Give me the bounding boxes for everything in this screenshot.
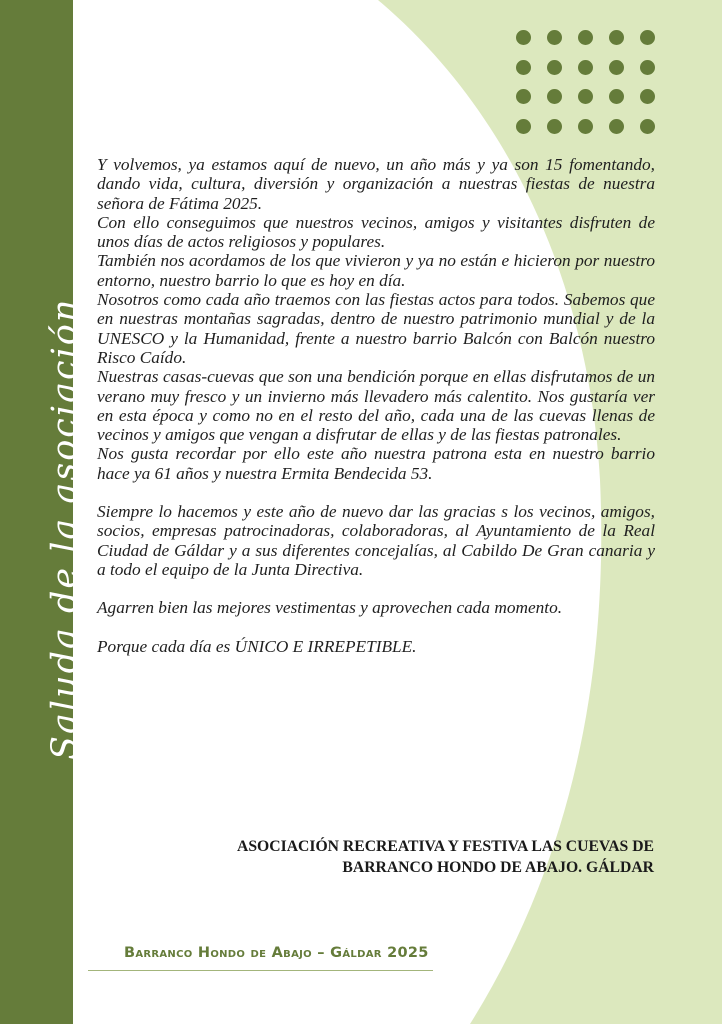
footer-title: Barranco Hondo de Abajo – Gáldar 2025 xyxy=(124,945,429,961)
decorative-dot xyxy=(640,30,655,45)
decorative-dot xyxy=(516,30,531,45)
decorative-dot xyxy=(578,89,593,104)
decorative-dot xyxy=(578,60,593,75)
decorative-dot xyxy=(547,60,562,75)
decorative-dot xyxy=(578,30,593,45)
decorative-dots xyxy=(516,30,656,140)
letter-body xyxy=(97,155,655,656)
paragraph: Nosotros como cada año traemos con las fiestas actos para todos. Sabemos que en nuestras montañas sagradas, dentro de nuestro patrimonio mundial y de la UNESCO y la Humanidad, frente a nuestro barrio Balcón con Balcón nuestro Risco Caído. xyxy=(97,290,655,367)
paragraph: También nos acordamos de los que vivieron y ya no están e hicieron por nuestro entorno, nuestro barrio lo que es hoy en día. xyxy=(97,251,655,290)
decorative-dot xyxy=(609,119,624,134)
footer-divider xyxy=(88,970,433,971)
decorative-dot xyxy=(516,119,531,134)
decorative-dot xyxy=(547,119,562,134)
decorative-dot xyxy=(609,89,624,104)
sidebar-title: Saluda de la asociación xyxy=(45,297,85,760)
decorative-dot xyxy=(609,60,624,75)
signature-line: ASOCIACIÓN RECREATIVA Y FESTIVA LAS CUEVAS DE xyxy=(237,838,654,855)
paragraph: Con ello conseguimos que nuestros vecinos, amigos y visitantes disfruten de unos días de actos religiosos y populares. xyxy=(97,212,655,252)
paragraph: Agarren bien las mejores vestimentas y aprovechen cada momento. xyxy=(97,598,563,618)
association-signature xyxy=(114,836,654,878)
decorative-dot xyxy=(547,89,562,104)
decorative-dot xyxy=(578,119,593,134)
decorative-dot xyxy=(640,60,655,75)
decorative-dot xyxy=(547,30,562,45)
decorative-dot xyxy=(640,119,655,134)
decorative-dot xyxy=(516,60,531,75)
paragraph: Nuestras casas-cuevas que son una bendición porque en ellas disfrutamos de un verano muy fresco y un invierno más llevadero más calentito. Nos gustaría ver en esta época y como no en el resto del año, cada una de las cuevas llenas de vecinos y amigos que vengan a disfrutar de ellas y de las fiestas patronales. xyxy=(97,367,655,445)
sidebar-strip xyxy=(0,0,85,1024)
decorative-dot xyxy=(609,30,624,45)
signature-line: BARRANCO HONDO DE ABAJO. GÁLDAR xyxy=(342,859,654,876)
paragraph: Y volvemos, ya estamos aquí de nuevo, un año más y ya son 15 fomentando, dando vida, cultura, diversión y organización a nuestras fiestas de nuestra señora de Fátima 2025. xyxy=(97,155,655,213)
decorative-dot xyxy=(640,89,655,104)
decorative-dot xyxy=(516,89,531,104)
paragraph: Nos gusta recordar por ello este año nuestra patrona esta en nuestro barrio hace ya 61 años y nuestra Ermita Bendecida 53. xyxy=(97,444,655,483)
paragraph: Porque cada día es ÚNICO E IRREPETIBLE. xyxy=(97,636,417,656)
paragraph: Siempre lo hacemos y este año de nuevo dar las gracias s los vecinos, amigos, socios, empresas patrocinadoras, colaboradoras, al Ayuntamiento de la Real Ciudad de Gáldar y a sus diferentes concejalías, al Cabildo De Gran canaria y a todo el equipo de la Junta Directiva. xyxy=(97,502,655,579)
